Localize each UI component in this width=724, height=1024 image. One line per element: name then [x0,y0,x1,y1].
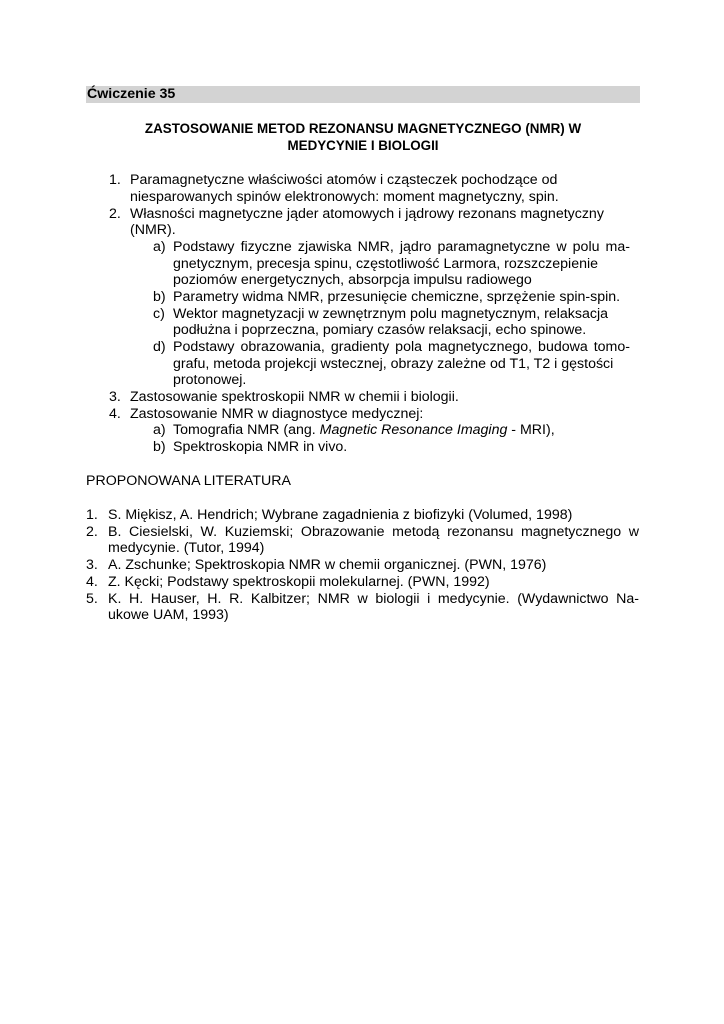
subtopic-line: Podstawy obrazowania, gradienty pola magnetycznego, budowa tomo- [173,339,630,355]
literature-line: B. Ciesielski, W. Kuziemski; Obrazowanie metodą rezonansu magnetycznego w [108,524,639,540]
topic-number: 2. [109,206,121,222]
subtopic-text: - MRI), [507,422,555,438]
exercise-number: Ćwiczenie 35 [87,86,176,102]
exercise-header-bar [86,86,640,103]
literature-number: 5. [86,591,98,607]
literature-line: A. Zschunke; Spektroskopia NMR w chemii organicznej. (PWN, 1976) [108,557,547,573]
literature-number: 4. [86,574,98,590]
subtopic-letter: c) [153,306,165,322]
subtopic-line: gnetycznym, precesja spinu, częstotliwość Larmora, rozszczepienie [173,256,599,272]
title-line: MEDYCYNIE I BIOLOGII [287,137,439,153]
subtopic-line: Podstawy fizyczne zjawiska NMR, jądro paramagnetyczne w polu ma- [173,239,630,255]
topic-line: niesparowanych spinów elektronowych: moment magnetyczny, spin. [130,189,559,205]
subtopic-letter: a) [153,422,166,438]
literature-line: Z. Kęcki; Podstawy spektroskopii molekularnej. (PWN, 1992) [108,574,490,590]
literature-number: 2. [86,524,98,540]
literature-line: ukowe UAM, 1993) [108,607,229,623]
literature-line: K. H. Hauser, H. R. Kalbitzer; NMR w biologii i medycynie. (Wydawnictwo Na- [108,591,639,607]
subtopic-line: poziomów energetycznych, absorpcja impulsu radiowego [173,272,532,288]
document-title [86,121,640,155]
subtopic-line [173,422,555,439]
subtopic-line: Wektor magnetyzacji w zewnętrznym polu magnetycznym, relaksacja [173,306,608,322]
literature-line: medycynie. (Tutor, 1994) [108,540,265,556]
topic-line: Paramagnetyczne właściwości atomów i cząsteczek pochodzące od [130,172,558,188]
subtopic-letter: b) [153,439,166,455]
subtopic-text: Tomografia NMR (ang. [173,422,320,438]
topic-number: 3. [109,389,121,405]
title-line: ZASTOSOWANIE METOD REZONANSU MAGNETYCZNEGO (NMR) W [144,121,582,136]
literature-number: 1. [86,507,98,523]
topic-line: Własności magnetyczne jąder atomowych i jądrowy rezonans magnetyczny [130,206,604,222]
topic-line: (NMR). [130,222,176,238]
subtopic-italic-term: Magnetic Resonance Imaging [319,422,508,438]
topic-line: Zastosowanie spektroskopii NMR w chemii i biologii. [130,389,459,405]
subtopic-line: Parametry widma NMR, przesunięcie chemiczne, sprzężenie spin-spin. [173,289,621,305]
topic-line: Zastosowanie NMR w diagnostyce medycznej: [130,406,424,422]
literature-line: S. Miękisz, A. Hendrich; Wybrane zagadnienia z biofizyki (Volumed, 1998) [108,507,573,523]
subtopic-line: podłużna i poprzeczna, pomiary czasów relaksacji, echo spinowe. [173,322,587,338]
subtopic-line: protonowej. [173,372,247,388]
subtopic-letter: b) [153,289,166,305]
subtopic-letter: d) [153,339,166,355]
topic-number: 1. [109,172,121,188]
subtopic-letter: a) [153,239,166,255]
topic-number: 4. [109,406,121,422]
subtopic-line: grafu, metoda projekcji wstecznej, obrazy zależne od T1, T2 i gęstości [173,356,614,372]
literature-number: 3. [86,557,98,573]
literature-heading: PROPONOWANA LITERATURA [86,473,291,489]
subtopic-line: Spektroskopia NMR in vivo. [173,439,348,455]
